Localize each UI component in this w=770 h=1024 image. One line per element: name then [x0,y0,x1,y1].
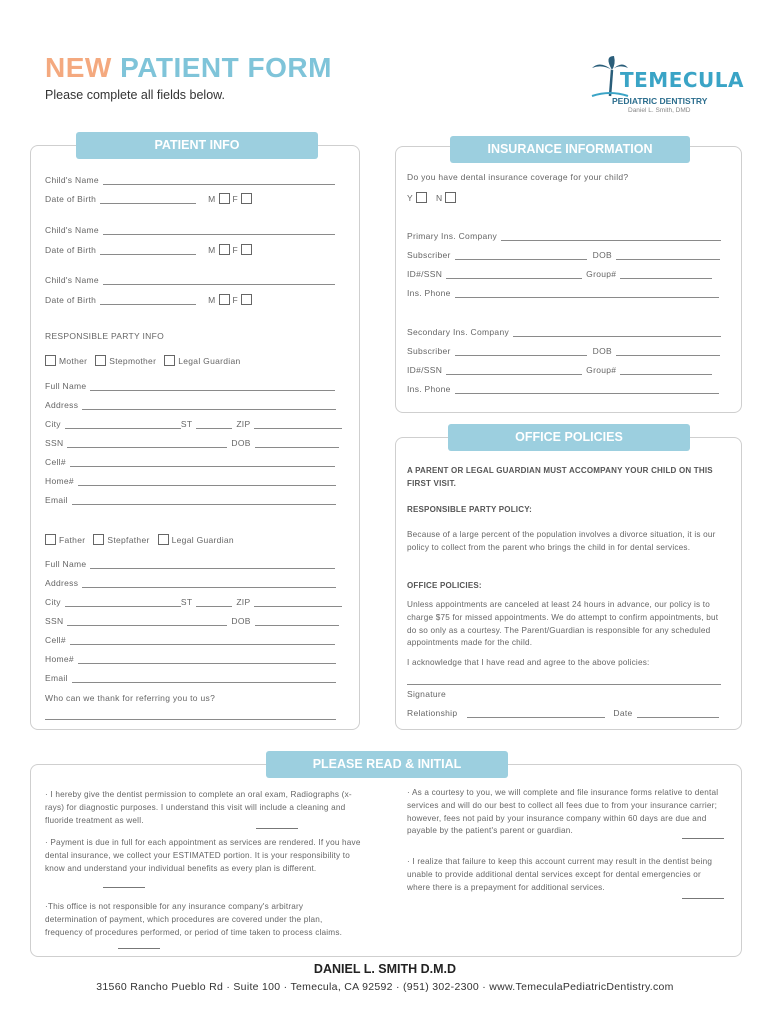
full-name-label: Full Name [45,381,87,391]
home-label: Home# [45,654,74,664]
stepfather-label: Stepfather [107,535,150,545]
rp2-email-row [45,673,336,683]
accompany-notice: A PARENT OR LEGAL GUARDIAN MUST ACCOMPANY YOUR CHILD ON THIS FIRST VISIT. [407,466,713,488]
rp1-cell-field[interactable] [70,457,335,467]
office-policy-heading: OFFICE POLICIES: [407,581,482,590]
dob-label: Date of Birth [45,295,97,305]
date-label: Date [613,708,633,718]
child1-male-checkbox[interactable] [219,193,230,204]
title-rest: PATIENT FORM [120,52,332,83]
home-label: Home# [45,476,74,486]
primary-dob-field[interactable] [616,250,720,260]
rp2-city-field[interactable] [65,597,181,607]
rp1-dob-field[interactable] [255,438,339,448]
rp2-home-field[interactable] [78,654,336,664]
logo-subtitle: PEDIATRIC DENTISTRY [612,96,708,106]
child1-name-field[interactable] [103,175,335,185]
ins-phone-label: Ins. Phone [407,384,451,394]
secondary-id-field[interactable] [446,365,582,375]
insurance-no-checkbox[interactable] [445,192,456,203]
secondary-subscriber-row [407,346,720,356]
initial-field-4[interactable] [682,837,724,839]
child1-name-row [45,175,335,185]
secondary-subscriber-field[interactable] [455,346,587,356]
ssn-label: SSN [45,616,64,626]
rp1-zip-field[interactable] [254,419,342,429]
child3-male-checkbox[interactable] [219,294,230,305]
office-policy-text: Unless appointments are canceled at least 24 hours in advance, our policy is to charge $75 for missed appointments. We do attempt to confirm appointments, but do so only as a courtesy. The Parent/Guardian is responsible for any scheduled appointments made for the child. [407,600,719,648]
rp2-dob-field[interactable] [255,616,339,626]
rp1-address-field[interactable] [82,400,336,410]
child3-dob-field[interactable] [100,295,196,305]
primary-company-label: Primary Ins. Company [407,231,498,241]
child2-female-checkbox[interactable] [241,244,252,255]
primary-company-row [407,231,721,241]
signature-label: Signature [407,689,447,699]
rp1-home-field[interactable] [78,476,336,486]
child3-name-field[interactable] [103,275,335,285]
zip-label: ZIP [236,597,251,607]
primary-phone-field[interactable] [455,288,719,298]
city-label: City [45,597,61,607]
n-label: N [435,193,443,203]
cell-label: Cell# [45,635,66,645]
secondary-company-label: Secondary Ins. Company [407,327,510,337]
logo-name: TEMECULA [620,68,745,92]
child1-dob-row [45,193,255,204]
legal-guardian-checkbox-1[interactable] [164,355,175,366]
initial-item-5: · I realize that failure to keep this account current may result in the dentist being unable to provide additional dental services except for dental emergencies or where there is a prepayment for additional services. [407,857,713,892]
insurance-heading: INSURANCE INFORMATION [450,136,690,163]
signature-row [407,689,450,699]
ins-dob-label: DOB [592,250,612,260]
child2-name-field[interactable] [103,225,335,235]
child1-female-checkbox[interactable] [241,193,252,204]
rp1-st-field[interactable] [196,419,232,429]
patient-info-heading: PATIENT INFO [76,132,318,159]
rp2-cell-field[interactable] [70,635,335,645]
dob-label: Date of Birth [45,245,97,255]
dob-short-label: DOB [231,438,251,448]
secondary-phone-field[interactable] [455,384,719,394]
rp2-home-row [45,654,336,664]
child3-female-checkbox[interactable] [241,294,252,305]
subscriber-label: Subscriber [407,250,451,260]
primary-id-row [407,269,712,279]
ins-dob-label: DOB [592,346,612,356]
responsible-party-heading: RESPONSIBLE PARTY INFO [45,331,165,341]
rp2-zip-field[interactable] [254,597,342,607]
insurance-question: Do you have dental insurance coverage for your child? [407,172,629,182]
responsible-policy-text: Because of a large percent of the population involves a divorce situation, it is our policy to collect from the parent who brings the child in for dental services. [407,530,716,552]
subtitle: Please complete all fields below. [45,88,225,102]
id-ssn-label: ID#/SSN [407,269,443,279]
insurance-yn-row [407,192,459,203]
st-label: ST [180,597,193,607]
stepfather-checkbox[interactable] [93,534,104,545]
childs-name-label: Child's Name [45,175,99,185]
rp2-address-row [45,578,336,588]
primary-company-field[interactable] [501,231,721,241]
f-label: F [232,245,239,255]
rp1-cell-row [45,457,335,467]
legal-guardian-label: Legal Guardian [178,356,241,366]
city-label: City [45,419,61,429]
rp1-ssn-field[interactable] [67,438,227,448]
stepmother-checkbox[interactable] [95,355,106,366]
rp2-full-name-field[interactable] [90,559,335,569]
rp1-full-name-field[interactable] [90,381,335,391]
secondary-company-row [407,327,721,337]
rp2-address-field[interactable] [82,578,336,588]
legal-guardian-checkbox-2[interactable] [158,534,169,545]
secondary-phone-row [407,384,719,394]
rp1-address-row [45,400,336,410]
referral-field[interactable] [45,710,336,720]
full-name-label: Full Name [45,559,87,569]
father-checkbox[interactable] [45,534,56,545]
footer-doctor-name: DANIEL L. SMITH D.M.D [313,962,457,976]
rp1-city-row [45,419,342,429]
initial-field-2[interactable] [103,886,145,888]
rp1-home-row [45,476,336,486]
subscriber-label: Subscriber [407,346,451,356]
address-label: Address [45,578,79,588]
responsible-policy-heading: RESPONSIBLE PARTY POLICY: [407,505,533,514]
acknowledge-line[interactable] [407,675,721,685]
f-label: F [232,194,239,204]
stepmother-label: Stepmother [109,356,157,366]
m-label: M [208,295,216,305]
relationship-field[interactable] [467,708,605,718]
initial-item-4: · As a courtesy to you, we will complete and file insurance forms relative to dental services and will do our best to collect all fees due to from your insurance carrier; however, fees not paid by your insurance company within 60 days are due and payable by the patient's parent or guardian. [407,788,719,836]
rp2-full-name-row [45,559,335,569]
relation-row-2 [45,534,234,545]
child2-dob-row [45,244,255,255]
primary-phone-row [407,288,719,298]
child3-dob-row [45,294,255,305]
initial-item-1: · I hereby give the dentist permission to complete an oral exam, Radiographs (x-rays) for diagnostic purposes. I understand this visit will include a cleaning and fluoride treatment as well. [45,790,352,825]
rp2-ssn-row [45,616,339,626]
id-ssn-label: ID#/SSN [407,365,443,375]
rp2-ssn-field[interactable] [67,616,227,626]
logo-doctor: Daniel L. Smith, DMD [628,107,691,114]
practice-logo [590,52,745,122]
secondary-group-field[interactable] [620,365,712,375]
childs-name-label: Child's Name [45,225,99,235]
initial-heading: PLEASE READ & INITIAL [266,751,508,778]
cell-label: Cell# [45,457,66,467]
primary-id-field[interactable] [446,269,582,279]
f-label: F [232,295,239,305]
address-label: Address [45,400,79,410]
acknowledge-text: I acknowledge that I have read and agree to the above policies: [407,658,650,667]
initial-item-3: ·This office is not responsible for any insurance company's arbitrary determination of payment, which procedures are covered under the plan, frequency of procedures performed, or period of time taken to process claims. [45,902,343,937]
ssn-label: SSN [45,438,64,448]
m-label: M [208,245,216,255]
initial-item-2: · Payment is due in full for each appointment as services are rendered. If you have dental insurance, we collect your ESTIMATED portion. It is your responsibility to know and understand your individual benefits as every plan is different. [45,838,361,873]
primary-subscriber-row [407,250,720,260]
child2-name-row [45,225,335,235]
footer-address: 31560 Rancho Pueblo Rd · Suite 100 · Temecula, CA 92592 · (951) 302-2300 · www.TemeculaPediatricDentistry.com [96,981,674,993]
referral-label: Who can we thank for referring you to us? [45,693,216,703]
group-label: Group# [586,365,617,375]
mother-label: Mother [59,356,88,366]
zip-label: ZIP [236,419,251,429]
rp1-email-row [45,495,336,505]
primary-subscriber-field[interactable] [455,250,587,260]
st-label: ST [180,419,193,429]
child1-dob-field[interactable] [100,194,196,204]
date-field[interactable] [637,708,719,718]
secondary-dob-field[interactable] [616,346,720,356]
page-title [45,52,332,84]
dob-short-label: DOB [231,616,251,626]
group-label: Group# [586,269,617,279]
child2-dob-field[interactable] [100,245,196,255]
rp2-cell-row [45,635,335,645]
rp1-full-name-row [45,381,335,391]
insurance-yes-checkbox[interactable] [416,192,427,203]
initial-field-3[interactable] [118,947,160,949]
childs-name-label: Child's Name [45,275,99,285]
mother-checkbox[interactable] [45,355,56,366]
rp1-ssn-row [45,438,339,448]
child2-male-checkbox[interactable] [219,244,230,255]
rp1-city-field[interactable] [65,419,181,429]
relationship-label: Relationship [407,708,458,718]
secondary-company-field[interactable] [513,327,721,337]
dob-label: Date of Birth [45,194,97,204]
rp2-email-field[interactable] [72,673,336,683]
primary-group-field[interactable] [620,269,712,279]
legal-guardian-label: Legal Guardian [171,535,234,545]
email-label: Email [45,495,68,505]
child3-name-row [45,275,335,285]
relation-row-1 [45,355,241,366]
rp2-st-field[interactable] [196,597,232,607]
office-policies-heading: OFFICE POLICIES [448,424,690,451]
father-label: Father [59,535,86,545]
initial-field-5[interactable] [682,897,724,899]
title-word-new: NEW [45,52,112,83]
rp2-city-row [45,597,342,607]
relationship-row [407,708,719,718]
initial-field-1[interactable] [256,827,298,829]
y-label: Y [407,193,413,203]
ins-phone-label: Ins. Phone [407,288,451,298]
email-label: Email [45,673,68,683]
rp1-email-field[interactable] [72,495,336,505]
m-label: M [208,194,216,204]
secondary-id-row [407,365,712,375]
